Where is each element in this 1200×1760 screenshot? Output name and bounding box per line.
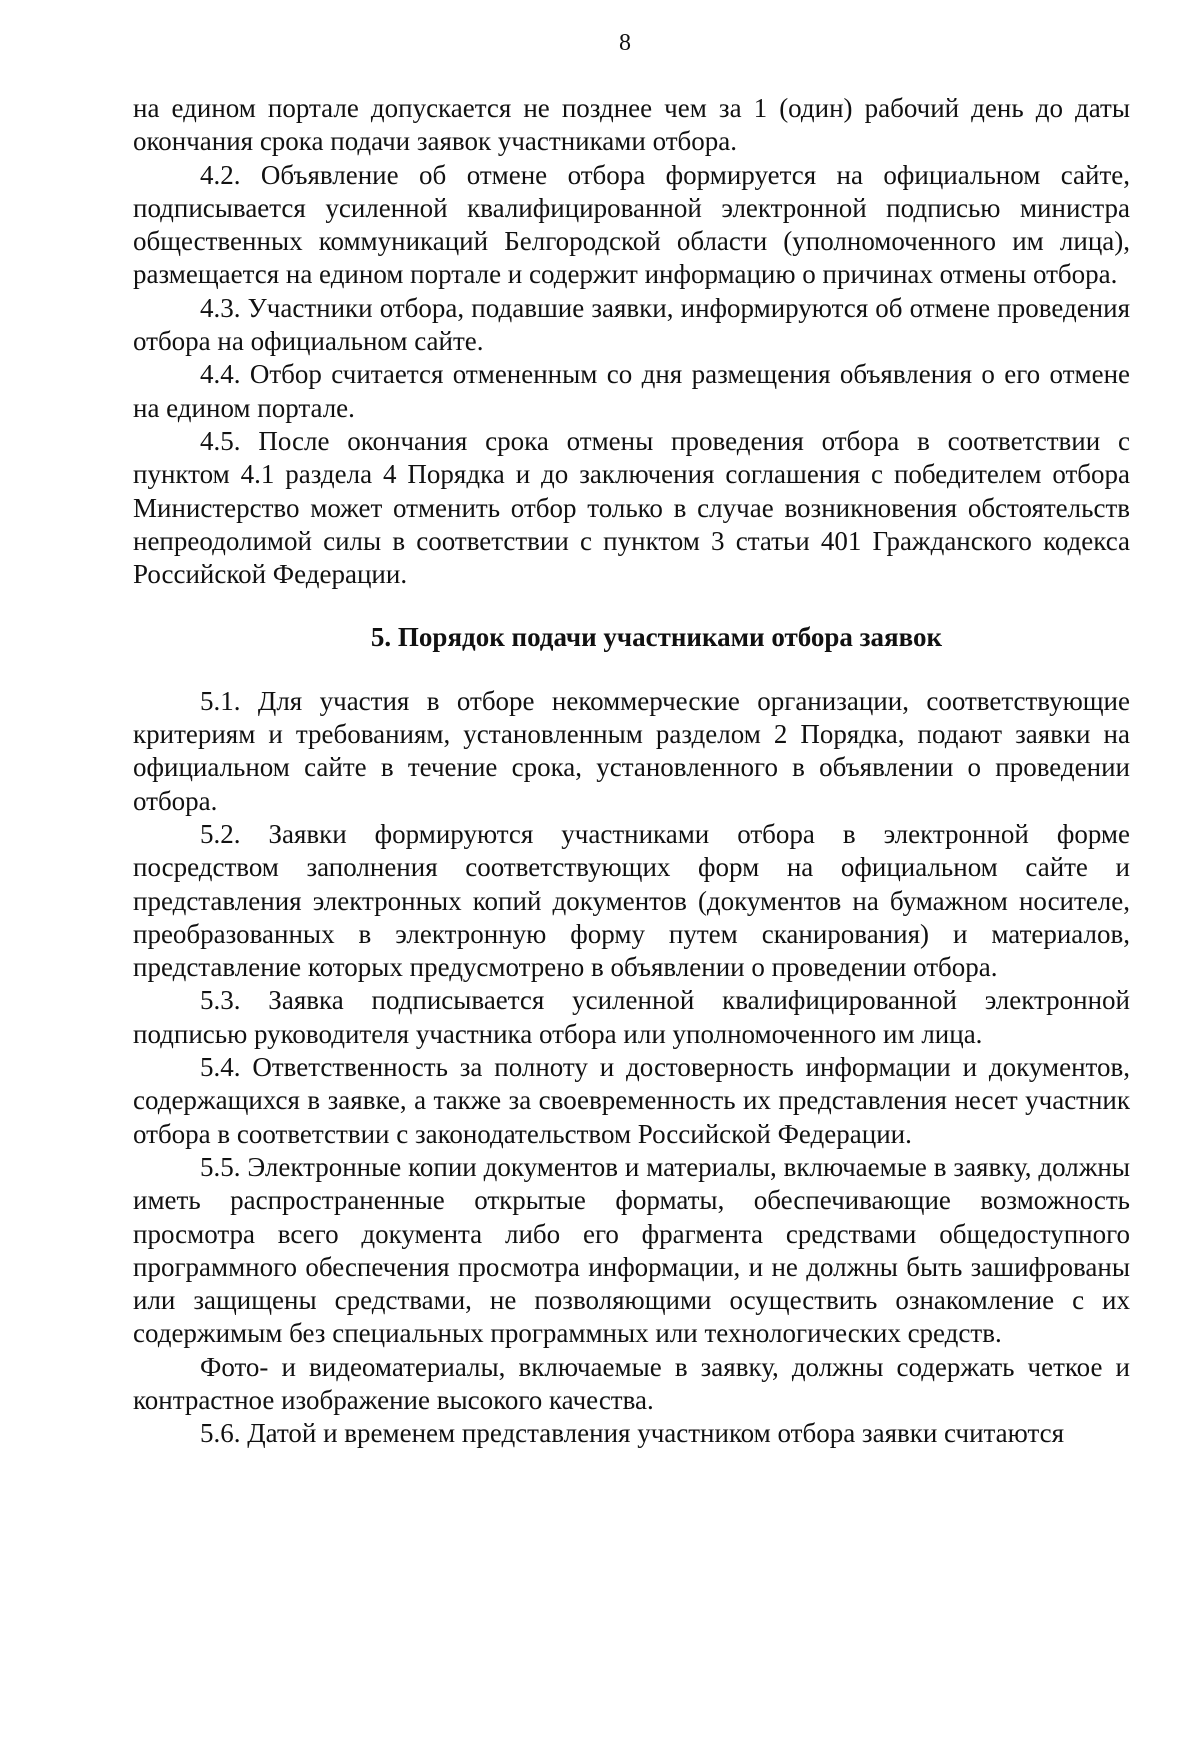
document-body (133, 92, 1130, 1451)
paragraph-4-5: 4.5. После окончания срока отмены проведения отбора в соответствии с пунктом 4.1 раздела 4 Порядка и до заключения соглашения с победителем отбора Министерство может отменить отбор только в случае возникновения обстоятельств непреодолимой силы в соответствии с пунктом 3 статьи 401 Гражданского кодекса Российской Федерации. (133, 425, 1130, 590)
paragraph-photo-video: Фото- и видеоматериалы, включаемые в заявку, должны содержать четкое и контрастное изображение высокого качества. (133, 1351, 1130, 1415)
paragraph-4-2: 4.2. Объявление об отмене отбора формируется на официальном сайте, подписывается усиленной квалифицированной электронной подписью министра общественных коммуникаций Белгородской области (уполномоченного им лица), размещается на едином портале и содержит информацию о причинах отмены отбора. (133, 159, 1130, 290)
paragraph-5-2: 5.2. Заявки формируются участниками отбора в электронной форме посредством заполнения соответствующих форм на официальном сайте и представления электронных копий документов (документов на бумажном носителе, преобразованных в электронную форму путем сканирования) и материалов, представление которых предусмотрено в объявлении о проведении отбора. (133, 818, 1130, 983)
paragraph-4-4: 4.4. Отбор считается отмененным со дня размещения объявления о его отмене на едином портале. (133, 359, 1130, 423)
paragraph-5-3: 5.3. Заявка подписывается усиленной квалифицированной электронной подписью руководителя участника отбора или уполномоченного им лица. (133, 985, 1130, 1049)
paragraph-5-4: 5.4. Ответственность за полноту и достоверность информации и документов, содержащихся в заявке, а также за своевременность их представления несет участник отбора в соответствии с законодательством Российской Федерации. (133, 1052, 1130, 1149)
paragraph-5-5: 5.5. Электронные копии документов и материалы, включаемые в заявку, должны иметь распространенные открытые форматы, обеспечивающие возможность просмотра всего документа либо его фрагмента средствами общедоступного программного обеспечения просмотра информации, и не должны быть зашифрованы или защищены средствами, не позволяющими осуществить ознакомление с их содержимым без специальных программных или технологических средств. (133, 1151, 1130, 1349)
paragraph-4-3: 4.3. Участники отбора, подавшие заявки, информируются об отмене проведения отбора на официальном сайте. (133, 292, 1130, 357)
page-number: 8 (619, 30, 631, 56)
paragraph-5-1: 5.1. Для участия в отборе некоммерческие организации, соответствующие критериям и требованиям, установленным разделом 2 Порядка, подают заявки на официальном сайте в течение срока, установленного в объявлении о проведении отбора. (133, 685, 1130, 816)
section-heading: 5. Порядок подачи участниками отбора заявок (370, 622, 943, 653)
paragraph-5-6: 5.6. Датой и временем представления участником отбора заявки считаются (200, 1418, 1064, 1449)
paragraph-continuation: на едином портале допускается не позднее чем за 1 (один) рабочий день до даты окончания срока подачи заявок участниками отбора. (133, 93, 1130, 157)
